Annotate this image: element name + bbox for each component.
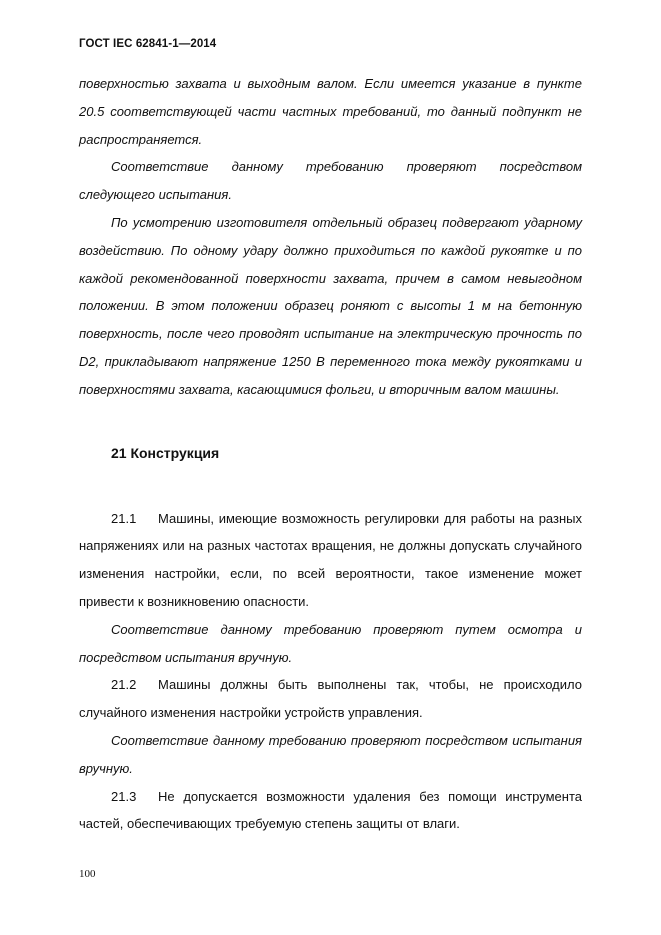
clause-21-3 <box>79 783 582 839</box>
clause-number: 21.2 <box>111 677 137 693</box>
page-number: 100 <box>79 868 96 880</box>
document-header: ГОСТ IEC 62841-1—2014 <box>79 38 217 50</box>
clause-text: Машины, имеющие возможность регулировки для работы на разных напряжениях или на разных частотах вращения, не должны допускать случайного изменения настройки, если, по всей вероятности, такое изменение может привести к возникновению опасности. <box>79 510 582 609</box>
clause-21-2 <box>79 671 582 727</box>
clause-21-1 <box>79 505 582 616</box>
paragraph-compliance-note: Соответствие данному требованию проверяют посредством следующего испытания. <box>79 159 582 203</box>
section-heading: 21 Конструкция <box>111 444 220 461</box>
clause-number: 21.1 <box>111 510 137 526</box>
paragraph-impact-test: По усмотрению изготовителя отдельный образец подвергают ударному воздействию. По одному удару должно приходиться по каждой рукоятке и по каждой рекомендованной поверхности захвата, причем в самом невыгодном положении. В этом положении образец роняют с высоты 1 м на бетонную поверхность, после чего проводят испытание на электрическую прочность по D2, прикладывают напряжение 1250 В переменного тока между рукоятками и поверхностями захвата, касающимися фольги, и вторичным валом машины. <box>79 214 582 397</box>
clause-21-2-compliance: Соответствие данному требованию проверяют посредством испытания вручную. <box>79 732 582 776</box>
clause-number: 21.3 <box>111 788 137 804</box>
clause-text: Не допускается возможности удаления без помощи инструмента частей, обеспечивающих требуемую степень защиты от влаги. <box>79 788 582 832</box>
paragraph-continuation: поверхностью захвата и выходным валом. Если имеется указание в пункте 20.5 соответствующей части частных требований, то данный подпункт не распространяется. <box>79 76 582 147</box>
clause-21-1-compliance: Соответствие данному требованию проверяют путем осмотра и посредством испытания вручную. <box>79 621 582 665</box>
clause-text: Машины должны быть выполнены так, чтобы, не происходило случайного изменения настройки устройств управления. <box>79 677 582 721</box>
page-body <box>79 70 582 838</box>
